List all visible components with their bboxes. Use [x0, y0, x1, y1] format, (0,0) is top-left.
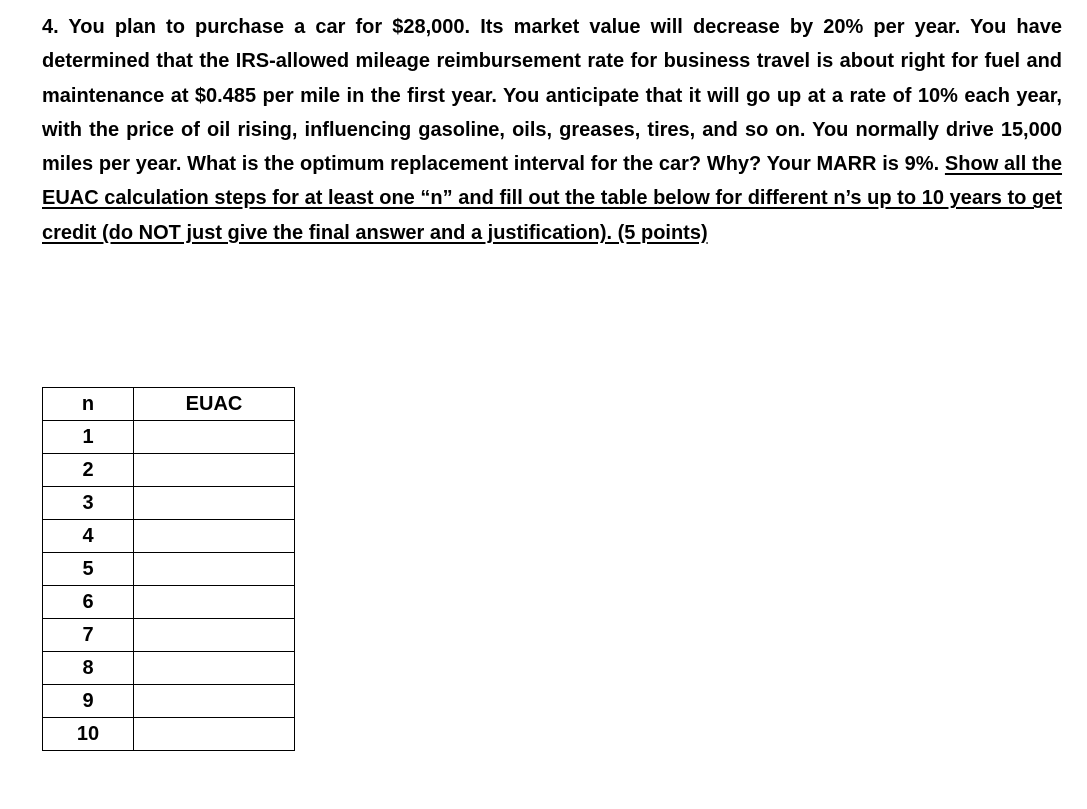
cell-euac[interactable] [134, 553, 295, 586]
table-row [43, 685, 295, 718]
cell-euac[interactable] [134, 520, 295, 553]
table-row [43, 619, 295, 652]
table-row [43, 421, 295, 454]
cell-n: 5 [43, 553, 134, 586]
table-row [43, 553, 295, 586]
table-row [43, 586, 295, 619]
cell-euac[interactable] [134, 685, 295, 718]
cell-euac[interactable] [134, 718, 295, 751]
header-euac: EUAC [134, 388, 295, 421]
cell-n: 7 [43, 619, 134, 652]
cell-euac[interactable] [134, 421, 295, 454]
cell-n: 4 [43, 520, 134, 553]
question-body: 4. You plan to purchase a car for $28,000. Its market value will decrease by 20% per year. You have determined that the IRS-allowed mileage reimbursement rate for business travel is about right for fuel and maintenance at $0.485 per mile in the first year. You anticipate that it will go up at a rate of 10% each year, with the price of oil rising, influencing gasoline, oils, greases, tires, and so on. You normally drive 15,000 miles per year. What is the optimum replacement interval for the car? Why? Your MARR is 9%. [42, 16, 1062, 176]
table-header-row [43, 388, 295, 421]
question-text [42, 10, 1062, 250]
cell-euac[interactable] [134, 652, 295, 685]
cell-n: 6 [43, 586, 134, 619]
euac-table [42, 387, 295, 751]
cell-euac[interactable] [134, 619, 295, 652]
cell-n: 2 [43, 454, 134, 487]
cell-euac[interactable] [134, 586, 295, 619]
header-n: n [43, 388, 134, 421]
table-row [43, 718, 295, 751]
cell-n: 10 [43, 718, 134, 751]
cell-euac[interactable] [134, 487, 295, 520]
cell-n: 3 [43, 487, 134, 520]
cell-n: 9 [43, 685, 134, 718]
cell-n: 1 [43, 421, 134, 454]
table-row [43, 520, 295, 553]
table-row [43, 652, 295, 685]
cell-euac[interactable] [134, 454, 295, 487]
table-row [43, 454, 295, 487]
table-row [43, 487, 295, 520]
question-instructions: Show all the EUAC calculation steps for at least one “n” and fill out the table below for different n’s up to 10 years to get credit (do NOT just give the final answer and a justification). (5 points) [42, 153, 1063, 244]
cell-n: 8 [43, 652, 134, 685]
